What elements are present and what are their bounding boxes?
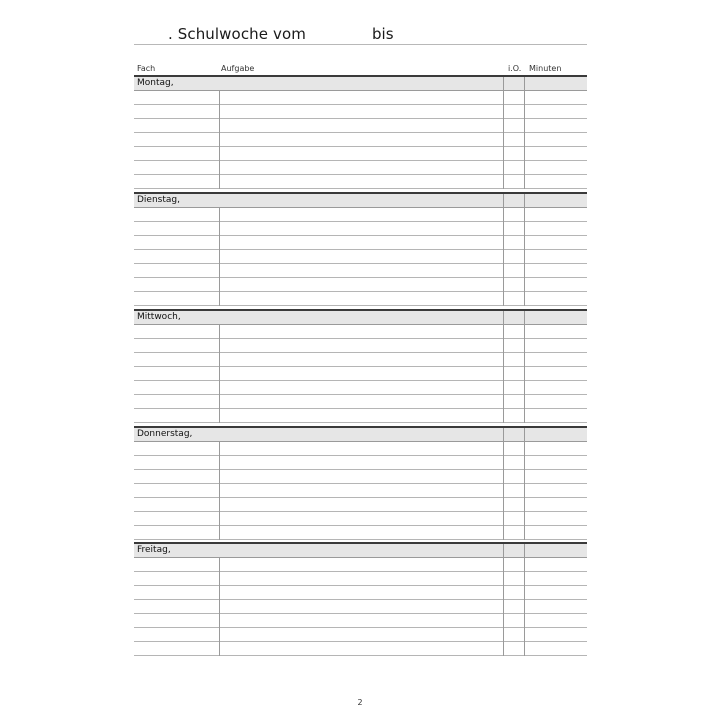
day-label: Dienstag, (137, 195, 180, 205)
page-number: 2 (357, 698, 363, 707)
column-header-io: i.O. (508, 64, 522, 73)
day-block-donnerstag (134, 426, 587, 540)
day-block-dienstag (134, 192, 587, 306)
table-row[interactable] (134, 442, 587, 456)
table-row[interactable] (134, 353, 587, 367)
table-row[interactable] (134, 558, 587, 572)
day-rows (134, 558, 587, 656)
table-row[interactable] (134, 614, 587, 628)
table-row[interactable] (134, 119, 587, 133)
table-row[interactable] (134, 91, 587, 105)
day-label: Mittwoch, (137, 312, 181, 322)
table-row[interactable] (134, 642, 587, 656)
page-title (134, 22, 587, 45)
table-row[interactable] (134, 395, 587, 409)
day-header (134, 192, 587, 208)
table-row[interactable] (134, 133, 587, 147)
day-label: Donnerstag, (137, 429, 193, 439)
table-row[interactable] (134, 339, 587, 353)
table-row[interactable] (134, 278, 587, 292)
table-row[interactable] (134, 409, 587, 423)
table-row[interactable] (134, 470, 587, 484)
table-row[interactable] (134, 236, 587, 250)
table-row[interactable] (134, 526, 587, 540)
day-header (134, 75, 587, 91)
day-block-montag (134, 75, 587, 189)
table-row[interactable] (134, 161, 587, 175)
day-header (134, 426, 587, 442)
table-row[interactable] (134, 381, 587, 395)
table-row[interactable] (134, 456, 587, 470)
table-row[interactable] (134, 600, 587, 614)
table-row[interactable] (134, 175, 587, 189)
day-block-freitag (134, 542, 587, 656)
table-row[interactable] (134, 572, 587, 586)
title-bis-text: bis (372, 25, 394, 43)
column-header-fach: Fach (137, 64, 156, 73)
day-label: Freitag, (137, 545, 171, 555)
table-row[interactable] (134, 586, 587, 600)
day-header (134, 542, 587, 558)
day-label: Montag, (137, 78, 174, 88)
day-rows (134, 442, 587, 540)
table-row[interactable] (134, 484, 587, 498)
table-row[interactable] (134, 628, 587, 642)
column-header-aufgabe: Aufgabe (221, 64, 255, 73)
table-row[interactable] (134, 325, 587, 339)
table-row[interactable] (134, 292, 587, 306)
column-header-minuten: Minuten (529, 64, 562, 73)
table-row[interactable] (134, 367, 587, 381)
table-row[interactable] (134, 222, 587, 236)
day-block-mittwoch (134, 309, 587, 423)
table-row[interactable] (134, 264, 587, 278)
table-row[interactable] (134, 512, 587, 526)
day-rows (134, 91, 587, 189)
column-header-row (134, 63, 587, 75)
day-header (134, 309, 587, 325)
table-row[interactable] (134, 208, 587, 222)
table-row[interactable] (134, 498, 587, 512)
title-week-text: . Schulwoche vom (168, 25, 306, 43)
table-row[interactable] (134, 147, 587, 161)
day-rows (134, 208, 587, 306)
day-rows (134, 325, 587, 423)
table-row[interactable] (134, 105, 587, 119)
table-row[interactable] (134, 250, 587, 264)
